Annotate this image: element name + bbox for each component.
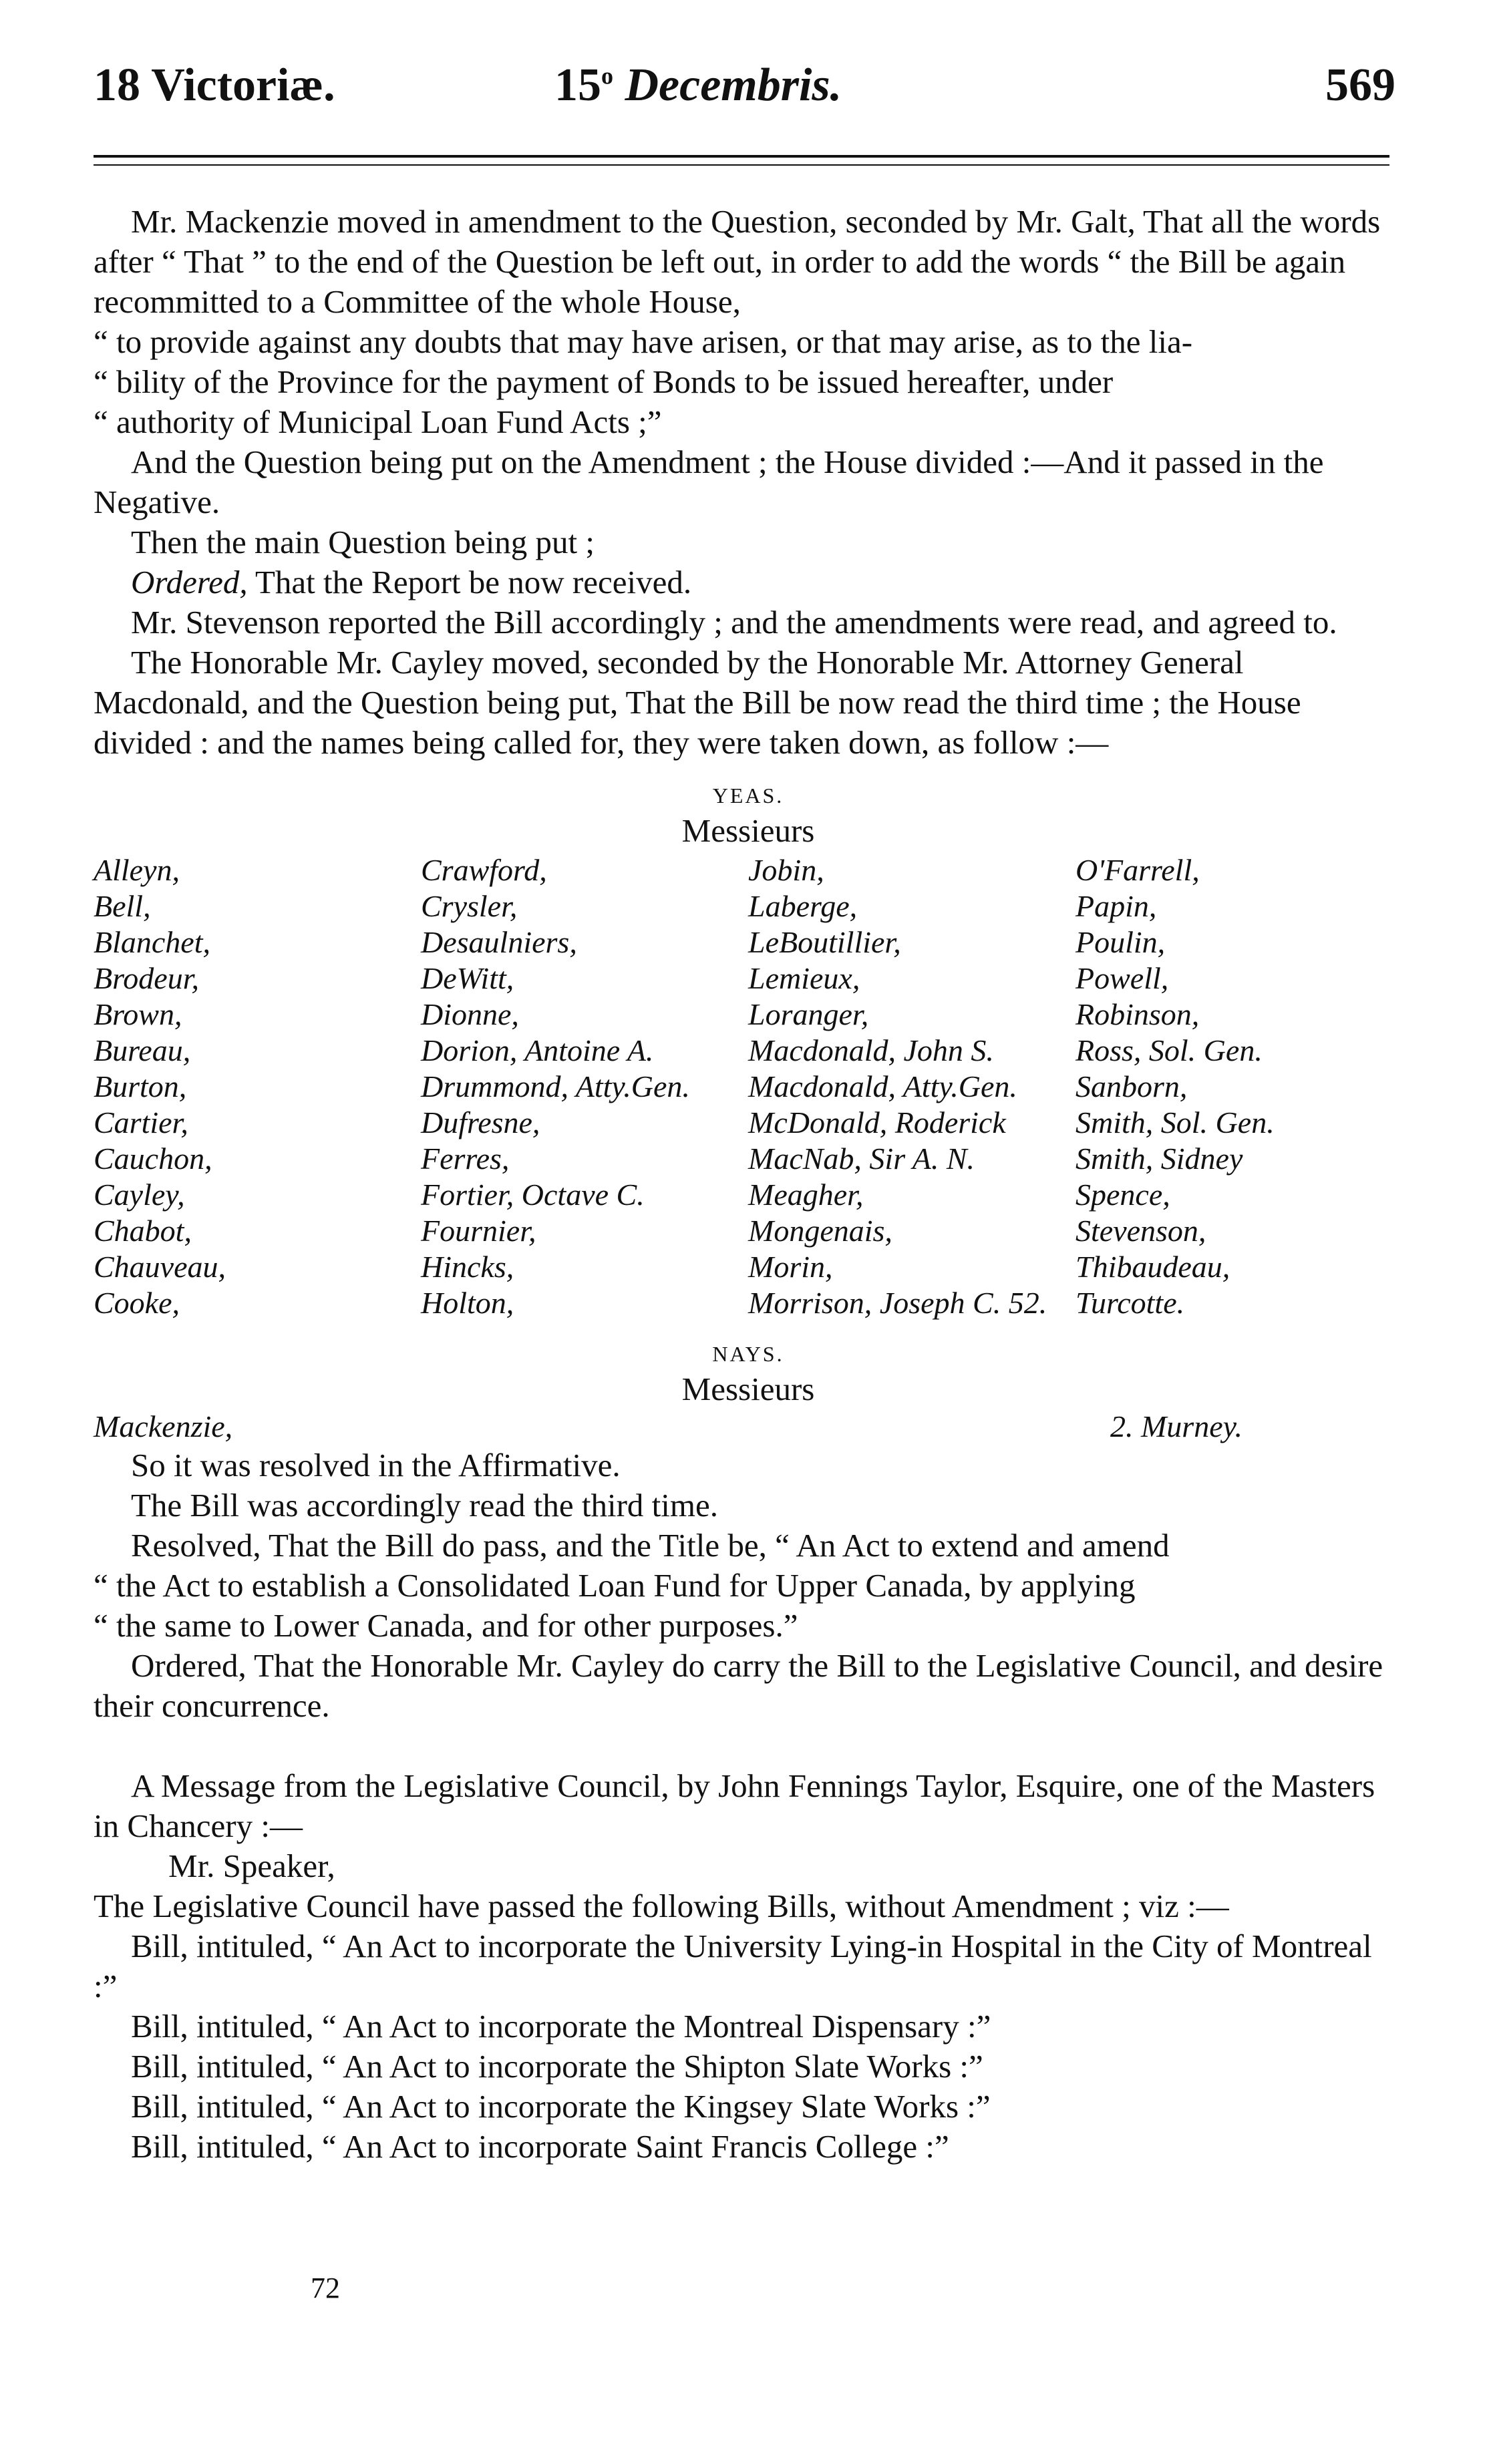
nay-name: Mackenzie, bbox=[94, 1409, 233, 1443]
yea-name: Brown, bbox=[94, 997, 182, 1031]
running-head-date bbox=[554, 59, 842, 126]
yea-name: Ferres, bbox=[421, 1141, 510, 1176]
yea-name: Alleyn, bbox=[94, 853, 180, 887]
yea-name: Holton, bbox=[421, 1286, 514, 1320]
carry-bill: Ordered, That the Honorable Mr. Cayley do carry the Bill to the Legislative Council, and desire their concurrence. bbox=[94, 1647, 1383, 1724]
yea-name: Bureau, bbox=[94, 1033, 191, 1067]
yea-name: Smith, Sol. Gen. bbox=[1076, 1105, 1275, 1139]
salutation: Mr. Speaker, bbox=[168, 1847, 335, 1884]
yea-name: Cayley, bbox=[94, 1178, 185, 1212]
bill-item: Bill, intituled, “ An Act to incorporate the University Lying-in Hospital in the City of Montreal :” bbox=[94, 1928, 1372, 2004]
bills-passed: The Legislative Council have passed the following Bills, without Amendment ; viz :— bbox=[94, 1888, 1229, 1924]
yea-name: Drummond, Atty.Gen. bbox=[421, 1069, 690, 1103]
yea-name: Chauveau, bbox=[94, 1250, 226, 1284]
bill-item: Bill, intituled, “ An Act to incorporate the Shipton Slate Works :” bbox=[131, 2048, 983, 2085]
yeas-heading: YEAS. bbox=[712, 783, 784, 808]
yea-name: Macdonald, John S. bbox=[748, 1033, 994, 1067]
amendment-quote-line: “ authority of Municipal Loan Fund Acts ;” bbox=[94, 403, 662, 440]
nays-heading: NAYS. bbox=[712, 1342, 784, 1366]
yea-name: Crawford, bbox=[421, 853, 547, 887]
yea-name: Desaulniers, bbox=[421, 925, 577, 959]
page-body bbox=[94, 202, 1403, 2167]
yea-name: Brodeur, bbox=[94, 961, 200, 995]
yea-name: Poulin, bbox=[1076, 925, 1166, 959]
amendment-result: And the Question being put on the Amendment ; the House divided :—And it passed in the Negative. bbox=[94, 444, 1324, 520]
yea-name: Cartier, bbox=[94, 1105, 188, 1139]
yea-name: Papin, bbox=[1076, 889, 1157, 923]
yea-name: Dorion, Antoine A. bbox=[421, 1033, 654, 1067]
yea-name: Sanborn, bbox=[1076, 1069, 1188, 1103]
signature-folio: 72 bbox=[311, 2272, 340, 2304]
yea-name: Dufresne, bbox=[421, 1105, 540, 1139]
third-reading-done: The Bill was accordingly read the third time. bbox=[131, 1487, 719, 1524]
report-ordered bbox=[94, 562, 1403, 602]
bill-item: Bill, intituled, “ An Act to incorporate the Montreal Dispensary :” bbox=[131, 2008, 991, 2045]
yea-name: Hincks, bbox=[421, 1250, 514, 1284]
yea-name: O'Farrell, bbox=[1076, 853, 1200, 887]
amendment-quote-line: “ bility of the Province for the payment of Bonds to be issued hereafter, under bbox=[94, 363, 1114, 400]
yea-name: Robinson, bbox=[1076, 997, 1200, 1031]
nays-messieurs: Messieurs bbox=[681, 1371, 815, 1407]
main-question: Then the main Question being put ; bbox=[131, 524, 595, 560]
yeas-list bbox=[94, 852, 1403, 1321]
page-number: 569 bbox=[1325, 59, 1395, 111]
yea-name: Cooke, bbox=[94, 1286, 180, 1320]
yea-name: Spence, bbox=[1076, 1178, 1170, 1212]
title-quote-line: “ the Act to establish a Consolidated Loan Fund for Upper Canada, by applying bbox=[94, 1567, 1136, 1604]
date-superscript: o bbox=[601, 62, 613, 90]
yea-name: Burton, bbox=[94, 1069, 187, 1103]
date-day: 15 bbox=[554, 59, 601, 111]
report-bill: Mr. Stevenson reported the Bill accordingly ; and the amendments were read, and agreed to. bbox=[131, 604, 1337, 641]
yea-name: Loranger, bbox=[748, 997, 869, 1031]
yea-name: Smith, Sidney bbox=[1076, 1141, 1243, 1176]
yeas-messieurs: Messieurs bbox=[681, 812, 815, 849]
date-month: Decembris. bbox=[625, 59, 842, 111]
yea-name: DeWitt, bbox=[421, 961, 514, 995]
bill-item: Bill, intituled, “ An Act to incorporate the Kingsey Slate Works :” bbox=[131, 2088, 991, 2125]
yea-name: Fortier, Octave C. bbox=[421, 1178, 645, 1212]
resolved-affirmative: So it was resolved in the Affirmative. bbox=[131, 1447, 621, 1483]
resolved-title: Resolved, That the Bill do pass, and the Title be, “ An Act to extend and amend bbox=[131, 1527, 1170, 1564]
yea-name: LeBoutillier, bbox=[748, 925, 901, 959]
yea-name: Turcotte. bbox=[1076, 1286, 1185, 1320]
yea-name: Laberge, bbox=[748, 889, 858, 923]
nays-list bbox=[94, 1408, 1403, 1445]
title-quote-line: “ the same to Lower Canada, and for other purposes.” bbox=[94, 1607, 798, 1644]
yea-name: Powell, bbox=[1076, 961, 1169, 995]
header-rule-thin bbox=[94, 164, 1389, 166]
yea-name: Dionne, bbox=[421, 997, 519, 1031]
header-rule-thick bbox=[94, 155, 1389, 158]
yea-name: Lemieux, bbox=[748, 961, 860, 995]
yea-name: Macdonald, Atty.Gen. bbox=[748, 1069, 1017, 1103]
bill-item: Bill, intituled, “ An Act to incorporate Saint Francis College :” bbox=[131, 2128, 949, 2165]
ordered-text: That the Report be now received. bbox=[247, 564, 692, 600]
yea-name: Mongenais, bbox=[748, 1214, 892, 1248]
council-message: A Message from the Legislative Council, by John Fennings Taylor, Esquire, one of the Masters in Chancery :— bbox=[94, 1767, 1375, 1844]
yea-name: MacNab, Sir A. N. bbox=[748, 1141, 975, 1176]
yea-name: Morin, bbox=[748, 1250, 833, 1284]
yea-name: Chabot, bbox=[94, 1214, 192, 1248]
yea-name: Bell, bbox=[94, 889, 151, 923]
amendment-quote-line: “ to provide against any doubts that may have arisen, or that may arise, as to the lia- bbox=[94, 323, 1193, 360]
running-head-session: 18 Victoriæ. bbox=[94, 59, 335, 111]
yea-name: Morrison, Joseph C. 52. bbox=[748, 1286, 1047, 1320]
yea-name: McDonald, Roderick bbox=[748, 1105, 1006, 1139]
yea-name: Fournier, bbox=[421, 1214, 536, 1248]
yea-name: Cauchon, bbox=[94, 1141, 212, 1176]
yea-name: Blanchet, bbox=[94, 925, 210, 959]
amendment-motion: Mr. Mackenzie moved in amendment to the Question, seconded by Mr. Galt, That all the words after “ That ” to the end of the Question be left out, in order to add the words “ the Bill be again recommitted to a Committee of the whole House, bbox=[94, 203, 1381, 320]
yea-name: Crysler, bbox=[421, 889, 518, 923]
yea-name: Meagher, bbox=[748, 1178, 864, 1212]
nay-name: 2. Murney. bbox=[1110, 1409, 1243, 1443]
yea-name: Ross, Sol. Gen. bbox=[1076, 1033, 1263, 1067]
third-reading-motion: The Honorable Mr. Cayley moved, seconded by the Honorable Mr. Attorney General Macdonald, and the Question being put, That the Bill be now read the third time ; the House divided : and the names being called for, they were taken down, as follow :— bbox=[94, 644, 1301, 761]
yea-name: Jobin, bbox=[748, 853, 824, 887]
section-gap bbox=[94, 1726, 1403, 1766]
yea-name: Stevenson, bbox=[1076, 1214, 1206, 1248]
ordered-label: Ordered, bbox=[131, 564, 248, 600]
yea-name: Thibaudeau, bbox=[1076, 1250, 1230, 1284]
